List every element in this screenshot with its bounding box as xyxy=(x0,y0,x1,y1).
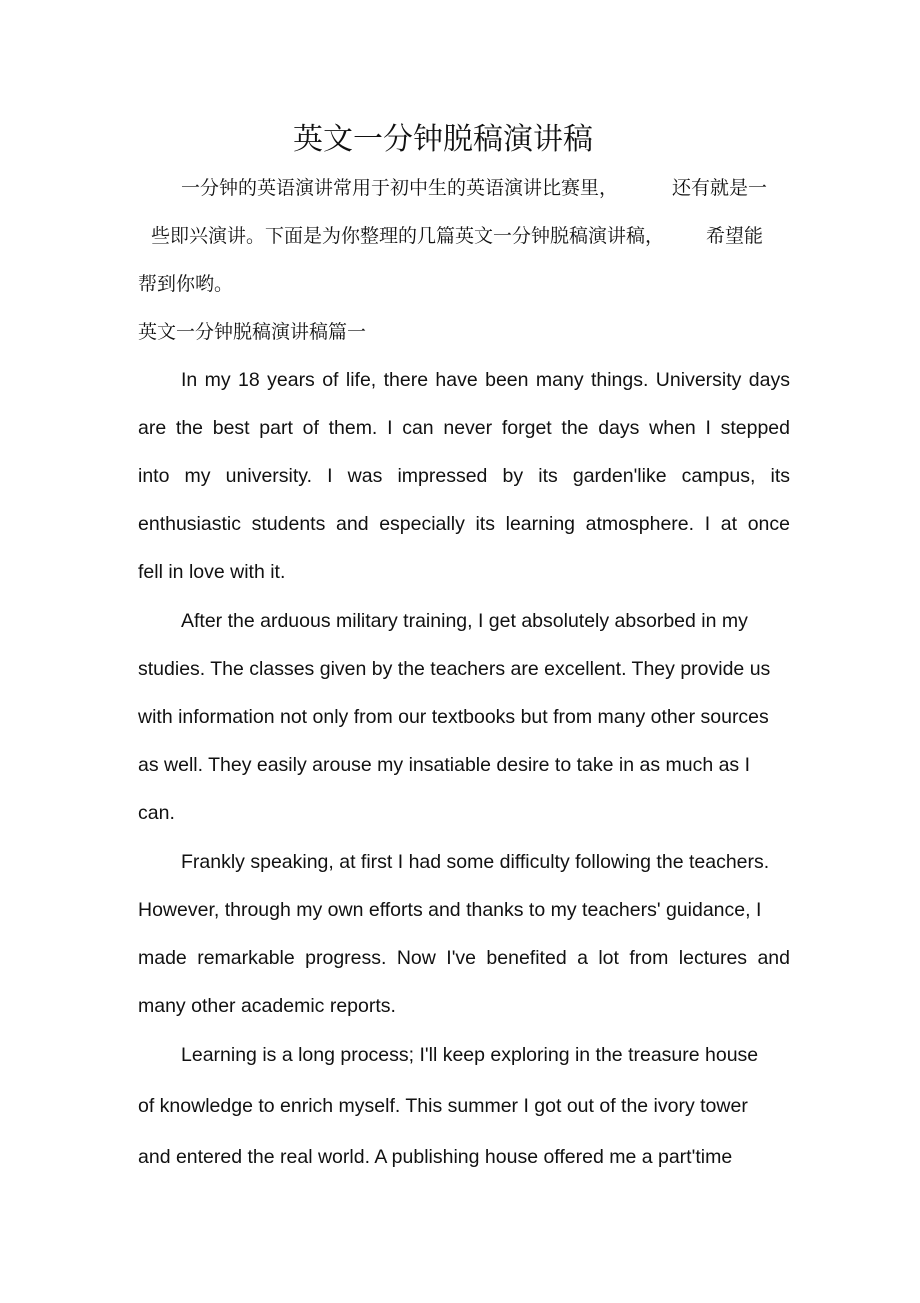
intro-line-2b: 希望能 xyxy=(706,225,764,247)
p2-line-2: studies. The classes given by the teachers are excellent. They provide us xyxy=(138,658,771,680)
p3-line-1: Frankly speaking, at first I had some difficulty following the teachers. xyxy=(181,851,770,873)
p4-line-2: of knowledge to enrich myself. This summer I got out of the ivory tower xyxy=(138,1095,748,1117)
p2-line-1: After the arduous military training, I get absolutely absorbed in my xyxy=(181,610,748,632)
p2-line-5: can. xyxy=(138,802,175,824)
p1-line-4: enthusiastic students and especially its learning atmosphere. I at once xyxy=(138,513,790,535)
p1-line-2: are the best part of them. I can never forget the days when I stepped xyxy=(138,417,790,439)
p3-line-3: made remarkable progress. Now I've benefited a lot from lectures and xyxy=(138,947,790,969)
p1-line-1: In my 18 years of life, there have been many things. University days xyxy=(181,369,790,391)
intro-line-1b: 还有就是一 xyxy=(672,177,768,199)
p1-line-3: into my university. I was impressed by its garden'like campus, its xyxy=(138,465,790,487)
p4-line-3: and entered the real world. A publishing house offered me a part'time xyxy=(138,1146,733,1168)
document-title: 英文一分钟脱稿演讲稿 xyxy=(293,122,593,157)
p2-line-4: as well. They easily arouse my insatiable desire to take in as much as I xyxy=(138,754,751,776)
p3-line-4: many other academic reports. xyxy=(138,995,396,1017)
p2-line-3: with information not only from our textbooks but from many other sources xyxy=(138,706,769,728)
intro-line-3: 帮到你哟。 xyxy=(138,273,234,295)
p4-line-1: Learning is a long process; I'll keep exploring in the treasure house xyxy=(181,1044,759,1066)
p1-line-5: fell in love with it. xyxy=(138,561,286,583)
section-heading: 英文一分钟脱稿演讲稿篇一 xyxy=(138,321,367,343)
p3-line-2: However, through my own efforts and thanks to my teachers' guidance, I xyxy=(138,899,762,921)
intro-line-2a: 些即兴演讲。下面是为你整理的几篇英文一分钟脱稿演讲稿， xyxy=(151,225,665,247)
intro-line-1a: 一分钟的英语演讲常用于初中生的英语演讲比赛里， xyxy=(181,177,619,199)
